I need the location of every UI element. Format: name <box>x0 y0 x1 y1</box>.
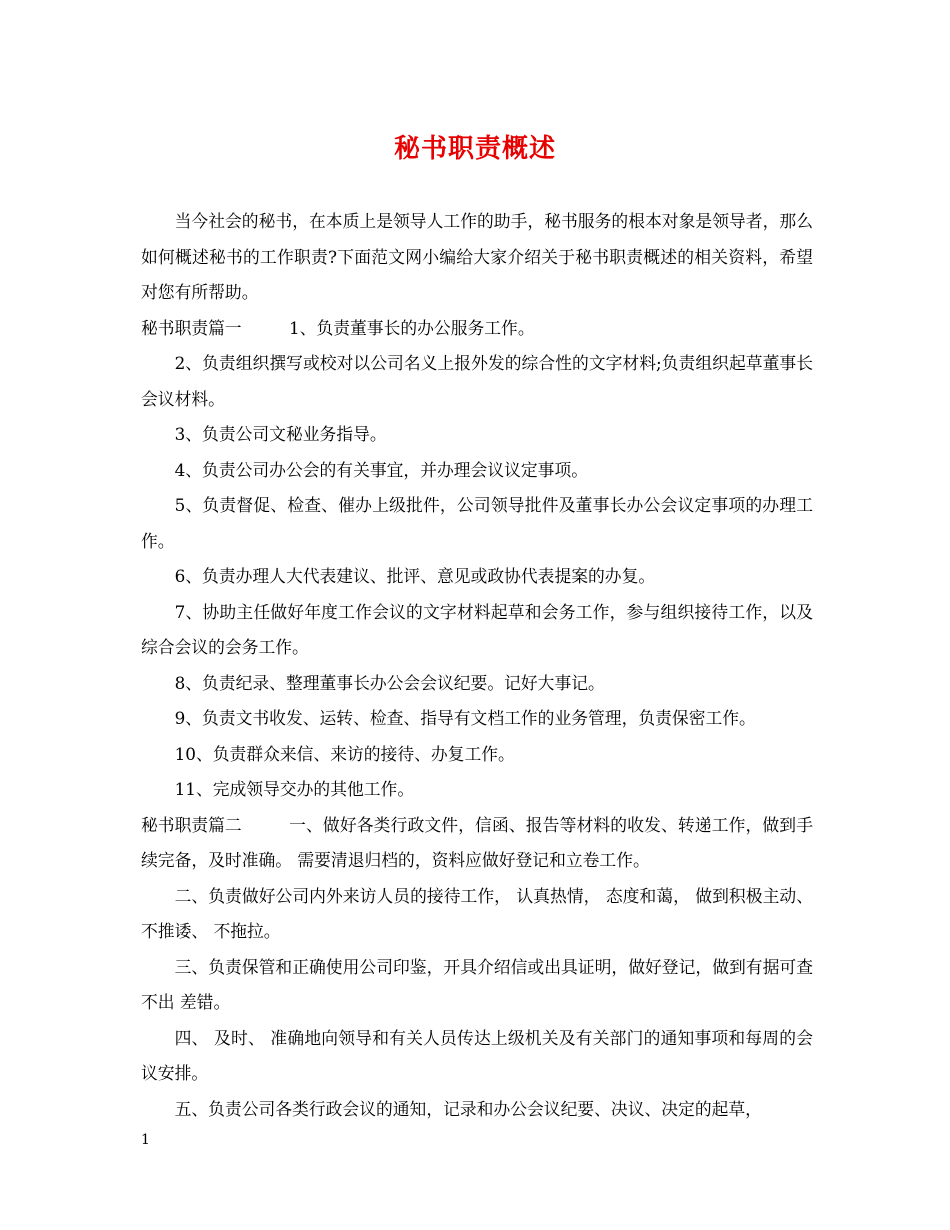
page-number: 1 <box>141 1132 150 1148</box>
section2-label: 秘书职责篇二 <box>141 814 242 835</box>
section1-item: 9、负责文书收发、运转、检查、指导有文档工作的业务管理，负责保密工作。 <box>174 708 756 728</box>
section1-item: 3、负责公司文秘业务指导。 <box>174 424 387 444</box>
section1-item: 8、负责纪录、整理董事长办公会会议纪要。记好大事记。 <box>174 672 605 693</box>
section2-heading-line <box>141 808 813 879</box>
section2-item: 五、负责公司各类行政会议的通知，记录和办公会议纪要、决议、决定的起草， <box>174 1098 762 1119</box>
section1-heading-line <box>141 311 813 347</box>
section1-item: 7、协助主任做好年度工作会议的文字材料起草和会务工作，参与组织接待工作，以及综合会议的会务工作。 <box>141 601 813 657</box>
section1-item: 4、负责公司办公会的有关事宜，并办理会议议定事项。 <box>174 459 589 480</box>
section1-item: 5、负责督促、检查、催办上级批件，公司领导批件及董事长办公会议定事项的办理工作。 <box>141 495 813 551</box>
document-body <box>141 204 813 1127</box>
section1-label: 秘书职责篇一 <box>141 317 242 338</box>
section1-item-1: 1、负责董事长的办公服务工作。 <box>289 317 535 338</box>
section2-item: 四、 及时、 准确地向领导和有关人员传达上级机关及有关部门的通知事项和每周的会议安排。 <box>141 1027 813 1083</box>
document-title: 秘书职责概述 <box>393 134 556 164</box>
intro-paragraph: 当今社会的秘书，在本质上是领导人工作的助手，秘书服务的根本对象是领导者，那么如何概述秘书的工作职责?下面范文网小编给大家介绍关于秘书职责概述的相关资料，希望对您有所帮助。 <box>141 211 813 302</box>
section1-item: 10、负责群众来信、来访的接待、办复工作。 <box>174 743 515 764</box>
section2-item: 二、负责做好公司内外来访人员的接待工作， 认真热情， 态度和蔼， 做到积极主动、 不推诿、 不拖拉。 <box>141 885 813 941</box>
section1-item: 6、负责办理人大代表建议、批评、意见或政协代表提案的办复。 <box>174 566 656 586</box>
section1-item: 11、完成领导交办的其他工作。 <box>174 779 415 799</box>
section2-item: 三、负责保管和正确使用公司印鉴，开具介绍信或出具证明，做好登记，做到有据可查不出 差错。 <box>141 956 813 1012</box>
section1-item: 2、负责组织撰写或校对以公司名义上报外发的综合性的文字材料;负责组织起草董事长会议材料。 <box>141 353 813 409</box>
section2-item-1: 一、做好各类行政文件，信函、报告等材料的收发、转递工作，做到手续完备，及时准确。 需要清退归档的，资料应做好登记和立卷工作。 <box>141 814 813 870</box>
